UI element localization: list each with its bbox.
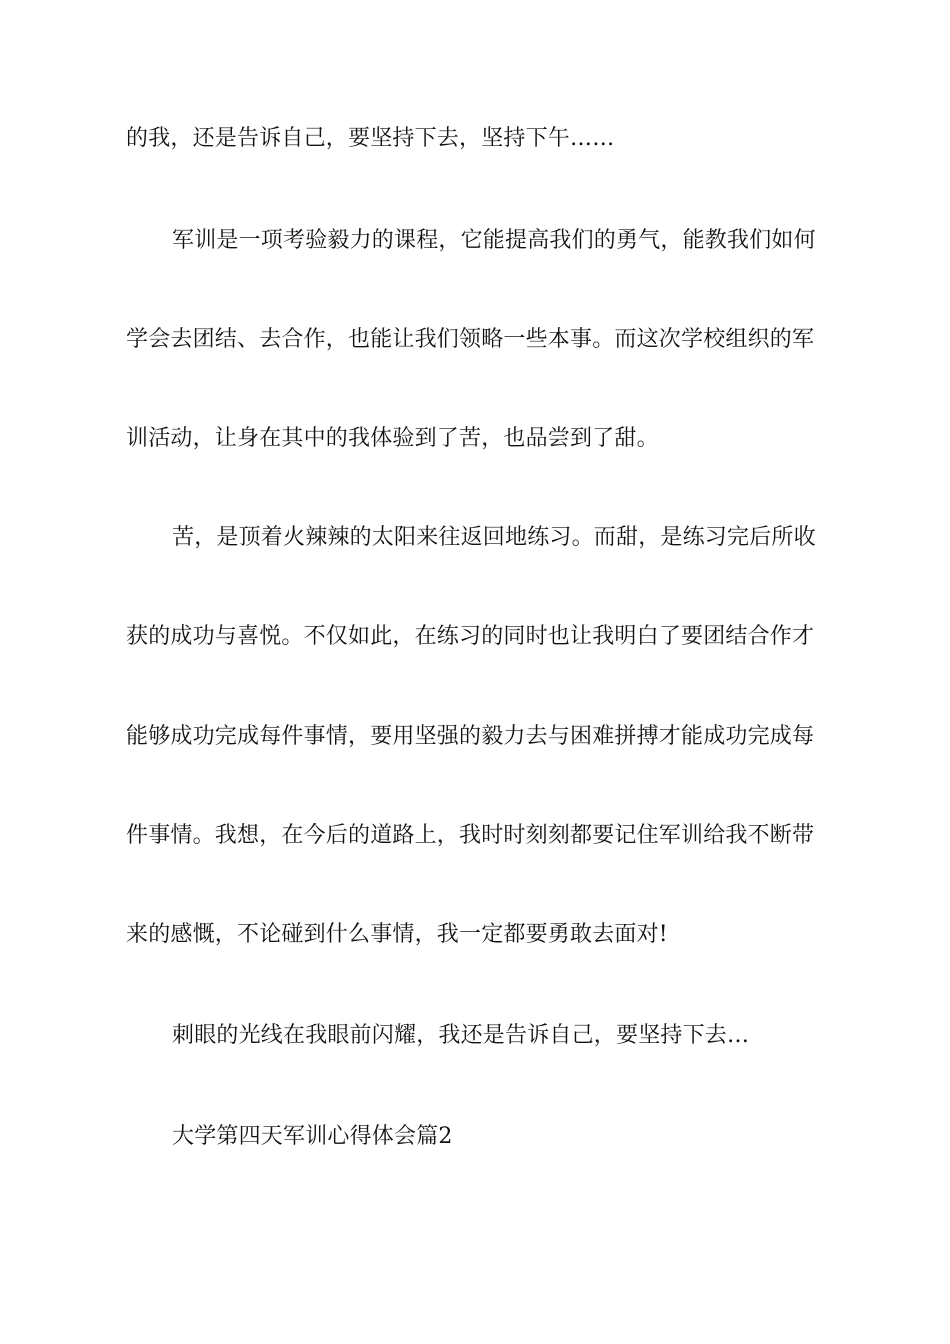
text-line: 能够成功完成每件事情，要用坚强的毅力去与困难拼搏才能成功完成每 — [126, 724, 815, 749]
text-line: 来的感慨，不论碰到什么事情，我一定都要勇敢去面对! — [126, 922, 668, 947]
text-line: 训活动，让身在其中的我体验到了苦，也品尝到了甜。 — [126, 426, 659, 451]
paragraph-start-line: 刺眼的光线在我眼前闪耀，我还是告诉自己，要坚持下去… — [172, 1023, 750, 1048]
paragraph-start-line: 苦，是顶着火辣辣的太阳来往返回地练习。而甜，是练习完后所收 — [172, 525, 816, 550]
section-heading: 大学第四天军训心得体会篇2 — [172, 1124, 453, 1149]
text-line: 件事情。我想，在今后的道路上，我时时刻刻都要记住军训给我不断带 — [126, 823, 815, 848]
text-line: 获的成功与喜悦。不仅如此，在练习的同时也让我明白了要团结合作才 — [126, 624, 815, 649]
paragraph-start-line: 军训是一项考验毅力的课程，它能提高我们的勇气，能教我们如何 — [172, 228, 816, 253]
text-line: 的我，还是告诉自己，要坚持下去，坚持下午…… — [126, 126, 615, 151]
text-line: 学会去团结、去合作，也能让我们领略一些本事。而这次学校组织的军 — [126, 327, 815, 352]
